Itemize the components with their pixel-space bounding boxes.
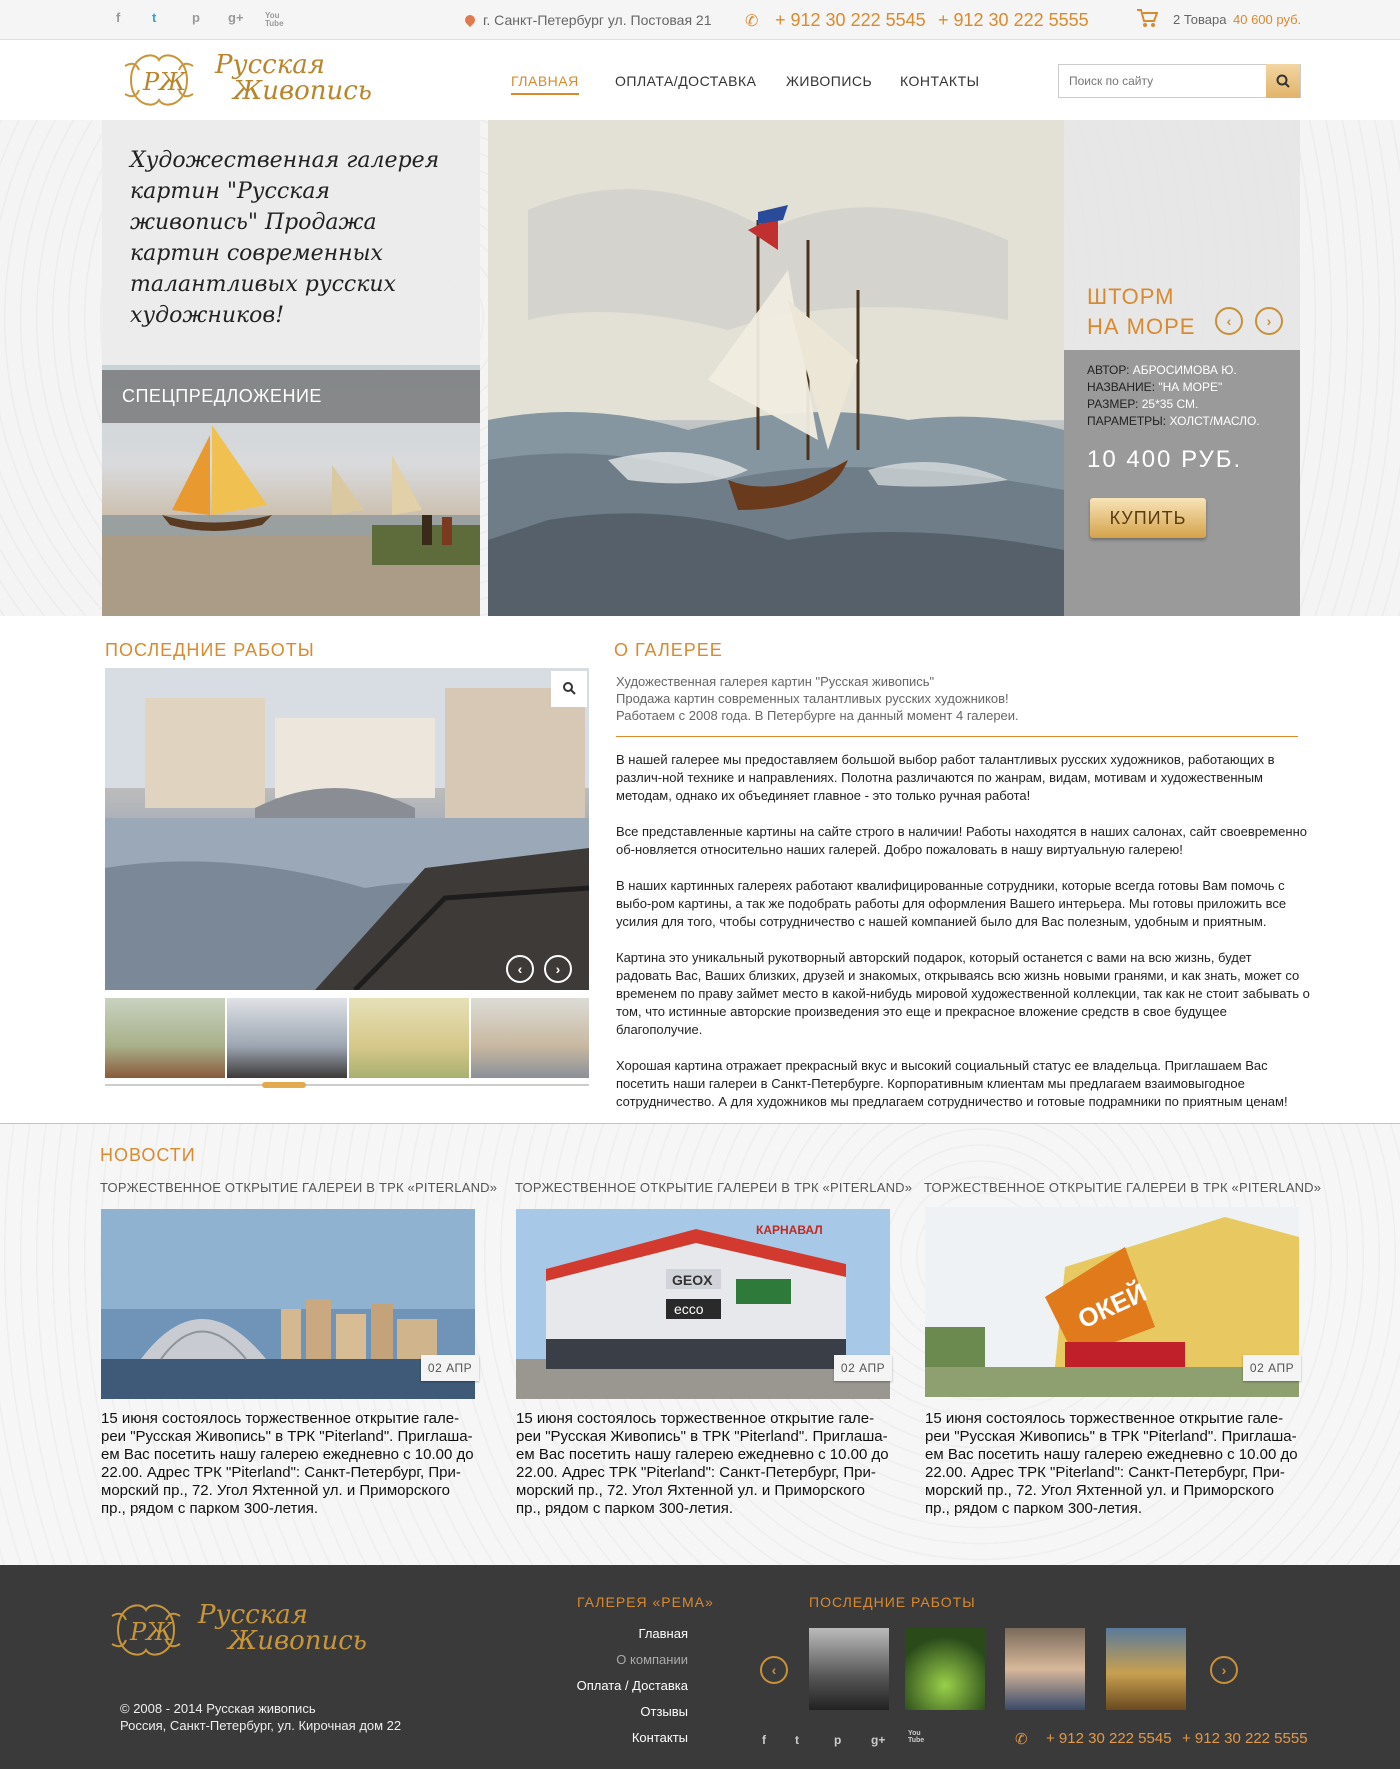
footer-address: Россия, Санкт-Петербург, ул. Кирочная дом 22 <box>120 1718 402 1733</box>
recent-prev-button[interactable] <box>506 955 534 983</box>
about-text <box>616 751 1310 1129</box>
spec-row: РАЗМЕР: 25*35 СМ. <box>1087 397 1199 411</box>
twitter-icon[interactable]: t <box>152 10 157 25</box>
footer-link-contacts[interactable]: Контакты <box>631 1730 688 1745</box>
phone-1[interactable]: + 912 30 222 5545 <box>775 10 926 30</box>
recent-next-button[interactable] <box>544 955 572 983</box>
footer-logo-line-2: Живопись <box>228 1626 367 1656</box>
thumb-scroll-handle[interactable] <box>262 1082 306 1088</box>
logo-line-1: Русская <box>215 50 325 80</box>
svg-text:PЖ: PЖ <box>130 1618 174 1646</box>
about-divider <box>616 736 1298 737</box>
about-paragraph: Картина это уникальный рукотворный авторский подарок, который останется с вами на всю жизнь, будет радовать Вас, Ваших близких, друзей и знакомых, открываясь всю жизнь новыми гранями, и как знать, может со временем по праву займет место в какой-нибудь мировой художественной коллекции, так как не стоит забывать о том, что истинные авторские произведения это еще и прекрасное вложение средств в свое будущее благополучие. <box>616 950 1310 1037</box>
featured-painting[interactable] <box>488 120 1064 616</box>
about-paragraph: В наших картинных галереях работают квалифицированные сотрудники, которые всегда готовы Вам помочь с выбо-ром картины, а так же подобрать работы для оформления Вашего интерьера. Мы готовы приложить все усилия для того, чтобы сотрудничество с нашей компанией было для Вас полезным, удобным и приятным. <box>616 878 1287 929</box>
search-icon <box>1276 74 1290 88</box>
mall-sign-okey: ОКЕЙ <box>1073 1276 1152 1335</box>
facebook-icon[interactable]: f <box>762 1733 766 1747</box>
chevron-right-icon: › <box>1221 1662 1227 1678</box>
about-title: О ГАЛЕРЕЕ <box>614 640 723 660</box>
recent-thumb-4[interactable] <box>471 998 589 1078</box>
nav-home[interactable]: ГЛАВНАЯ <box>511 73 579 95</box>
news-date-2: 02 АПР <box>834 1355 892 1381</box>
recent-work-main-image[interactable] <box>105 668 589 990</box>
news-date-1: 02 АПР <box>421 1355 479 1381</box>
about-paragraph: В нашей галерее мы предоставляем большой выбор работ талантливых русских художников, работающих в различ-ной технике и направлениях. Полотна различаются по жанрам, видам, мотивам и художественным методам, однако их объединяет главное - это только ручная работа! <box>616 752 1275 803</box>
chevron-left-icon: ‹ <box>1226 313 1232 329</box>
footer-work-thumb-1[interactable] <box>809 1628 889 1710</box>
phone-icon: ✆ <box>745 13 759 30</box>
spec-row: ПАРАМЕТРЫ: ХОЛСТ/МАСЛО. <box>1087 414 1260 428</box>
logo-emblem-icon <box>123 46 195 114</box>
footer-works-next-button[interactable] <box>1210 1656 1238 1684</box>
copyright-text: © 2008 - 2014 Русская живопись <box>120 1701 316 1716</box>
footer-phone-2[interactable]: + 912 30 222 5555 <box>1182 1730 1308 1747</box>
about-paragraph: Хорошая картина отражает прекрасный вкус и высокий социальный статус ее владельца. Приглашаем Вас посетить наши галереи в Санкт-Петербурге. Корпоративным клиентам мы предлагаем взаимовыгодное сотрудничество. А для художников мы предлагаем сотрудничество и готовые подрамники по приятным ценам! <box>616 1058 1288 1109</box>
footer-link-home[interactable]: Главная <box>638 1626 688 1641</box>
phone-icon: ✆ <box>1015 1731 1028 1748</box>
footer-phone-1[interactable]: + 912 30 222 5545 <box>1046 1730 1172 1747</box>
youtube-icon[interactable]: You Tube <box>265 11 284 28</box>
hero-next-button[interactable] <box>1255 307 1283 335</box>
hero-title: Художественная галерея картин "Русская живопись" Продажа картин современных талантливых русских художников! <box>130 148 440 328</box>
address <box>465 12 712 28</box>
recent-works-title: ПОСЛЕДНИЕ РАБОТЫ <box>105 640 315 660</box>
mall-sign-karnaval: КАРНАВАЛ <box>756 1223 823 1237</box>
twitter-icon[interactable]: t <box>795 1733 799 1747</box>
svg-text:PЖ: PЖ <box>143 68 187 96</box>
footer-works-title: ПОСЛЕДНИЕ РАБОТЫ <box>809 1594 976 1610</box>
news-text-1: 15 июня состоялось торжественное открытие гале-реи "Русская Живопись" в ТРК "Piterland". Приглаша-ем Вас посетить нашу галерею ежедневно с 10.00 до 22.00. Адрес ТРК "Piterland": Санкт-Петербург, При-морский пр., 72. Угол Яхтенной ул. и Приморского пр., рядом с парком 300-летия. <box>101 1410 474 1517</box>
footer-menu-title: ГАЛЕРЕЯ «РЕМА» <box>577 1594 714 1610</box>
painting-price: 10 400 РУБ. <box>1087 446 1243 473</box>
buy-button[interactable]: КУПИТЬ <box>1090 498 1206 538</box>
google-plus-icon[interactable]: g+ <box>871 1733 886 1747</box>
about-lead-line: Художественная галерея картин "Русская живопись" <box>616 674 935 689</box>
search-input[interactable] <box>1059 65 1265 97</box>
about-paragraph: Все представленные картины на сайте строго в наличии! Работы находятся в наших салонах, сайт своевременно об-новляется относительно наших галерей. Добро пожаловать в нашу виртуальную галерею! <box>616 824 1307 857</box>
logo-emblem-icon <box>110 1596 182 1664</box>
news-image-1[interactable] <box>101 1209 475 1399</box>
recent-thumb-2[interactable] <box>227 998 347 1078</box>
about-lead-line: Продажа картин современных талантливых русских художников! <box>616 691 1009 706</box>
footer-works-prev-button[interactable] <box>760 1656 788 1684</box>
chevron-right-icon: › <box>1266 313 1272 329</box>
storm-at-sea-painting <box>488 120 1064 616</box>
search-box <box>1058 64 1301 98</box>
footer-link-about[interactable]: О компании <box>616 1652 688 1667</box>
chevron-left-icon: ‹ <box>517 961 523 977</box>
footer-copyright <box>120 1700 401 1734</box>
about-lead-line: Работаем с 2008 года. В Петербурге на данный момент 4 галереи. <box>616 708 1019 723</box>
mall-sign-ecco: ecco <box>674 1301 704 1317</box>
canal-painting <box>105 668 589 990</box>
nav-contacts[interactable]: КОНТАКТЫ <box>900 73 980 89</box>
chevron-left-icon: ‹ <box>771 1662 777 1678</box>
cart-count[interactable]: 2 Товара <box>1173 12 1227 27</box>
magnifier-icon <box>562 681 576 698</box>
zoom-button[interactable] <box>551 671 587 707</box>
logo-line-2: Живопись <box>233 76 372 106</box>
news-heading-3[interactable]: ТОРЖЕСТВЕННОЕ ОТКРЫТИЕ ГАЛЕРЕИ В ТРК «PITERLAND» <box>924 1180 1322 1195</box>
news-date-3: 02 АПР <box>1243 1355 1301 1381</box>
cart-sum[interactable]: 40 600 руб. <box>1233 12 1302 27</box>
painting-specs <box>1087 362 1260 430</box>
footer-work-thumb-3[interactable] <box>1005 1628 1085 1710</box>
painting-title <box>1087 282 1195 342</box>
cart-icon[interactable] <box>1136 8 1158 28</box>
pinterest-icon[interactable]: p <box>834 1733 842 1747</box>
footer-link-reviews[interactable]: Отзывы <box>640 1704 688 1719</box>
search-button[interactable] <box>1266 64 1300 98</box>
location-pin-icon <box>463 13 477 27</box>
footer-logo-line-1: Русская <box>198 1600 308 1630</box>
recent-thumb-1[interactable] <box>105 998 225 1078</box>
hero-prev-button[interactable] <box>1215 307 1243 335</box>
spec-row: НАЗВАНИЕ: "НА МОРЕ" <box>1087 380 1223 394</box>
phone-2[interactable]: + 912 30 222 5555 <box>938 10 1089 30</box>
recent-thumb-3[interactable] <box>349 998 469 1078</box>
youtube-icon[interactable]: You Tube <box>908 1730 925 1744</box>
piterland-dome-photo <box>101 1209 475 1399</box>
footer-link-payment[interactable]: Оплата / Доставка <box>576 1678 688 1693</box>
footer-work-thumb-2[interactable] <box>905 1628 985 1710</box>
news-heading-1[interactable]: ТОРЖЕСТВЕННОЕ ОТКРЫТИЕ ГАЛЕРЕИ В ТРК «PITERLAND» <box>100 1180 498 1195</box>
mall-sign-geox: GEOX <box>672 1272 713 1288</box>
facebook-icon[interactable]: f <box>116 10 121 25</box>
painting-title-line-1: ШТОРМ <box>1087 284 1175 309</box>
news-text-2: 15 июня состоялось торжественное открытие гале-реи "Русская Живопись" в ТРК "Piterland". Приглаша-ем Вас посетить нашу галерею ежедневно с 10.00 до 22.00. Адрес ТРК "Piterland": Санкт-Петербург, При-морский пр., 72. Угол Яхтенной ул. и Приморского пр., рядом с парком 300-летия. <box>516 1410 889 1517</box>
address-text: г. Санкт-Петербург ул. Постовая 21 <box>483 12 712 28</box>
nav-paintings[interactable]: ЖИВОПИСЬ <box>786 73 873 89</box>
special-offer-label[interactable]: СПЕЦПРЕДЛОЖЕНИЕ <box>102 370 480 423</box>
chevron-right-icon: › <box>555 961 561 977</box>
nav-payment-delivery[interactable]: ОПЛАТА/ДОСТАВКА <box>615 73 757 89</box>
about-lead <box>616 673 1216 724</box>
footer-work-thumb-4[interactable] <box>1106 1628 1186 1710</box>
logo[interactable] <box>123 46 373 114</box>
news-text-3: 15 июня состоялось торжественное открытие гале-реи "Русская Живопись" в ТРК "Piterland". Приглаша-ем Вас посетить нашу галерею ежедневно с 10.00 до 22.00. Адрес ТРК "Piterland": Санкт-Петербург, При-морский пр., 72. Угол Яхтенной ул. и Приморского пр., рядом с парком 300-летия. <box>925 1410 1298 1517</box>
thumb-scrollbar[interactable] <box>105 1084 589 1086</box>
news-heading-2[interactable]: ТОРЖЕСТВЕННОЕ ОТКРЫТИЕ ГАЛЕРЕИ В ТРК «PITERLAND» <box>515 1180 913 1195</box>
painting-title-line-2: НА МОРЕ <box>1087 314 1196 339</box>
google-plus-icon[interactable]: g+ <box>228 10 244 25</box>
spec-row: АВТОР: АБРОСИМОВА Ю. <box>1087 363 1237 377</box>
news-title: НОВОСТИ <box>100 1145 196 1165</box>
pinterest-icon[interactable]: p <box>192 10 200 25</box>
